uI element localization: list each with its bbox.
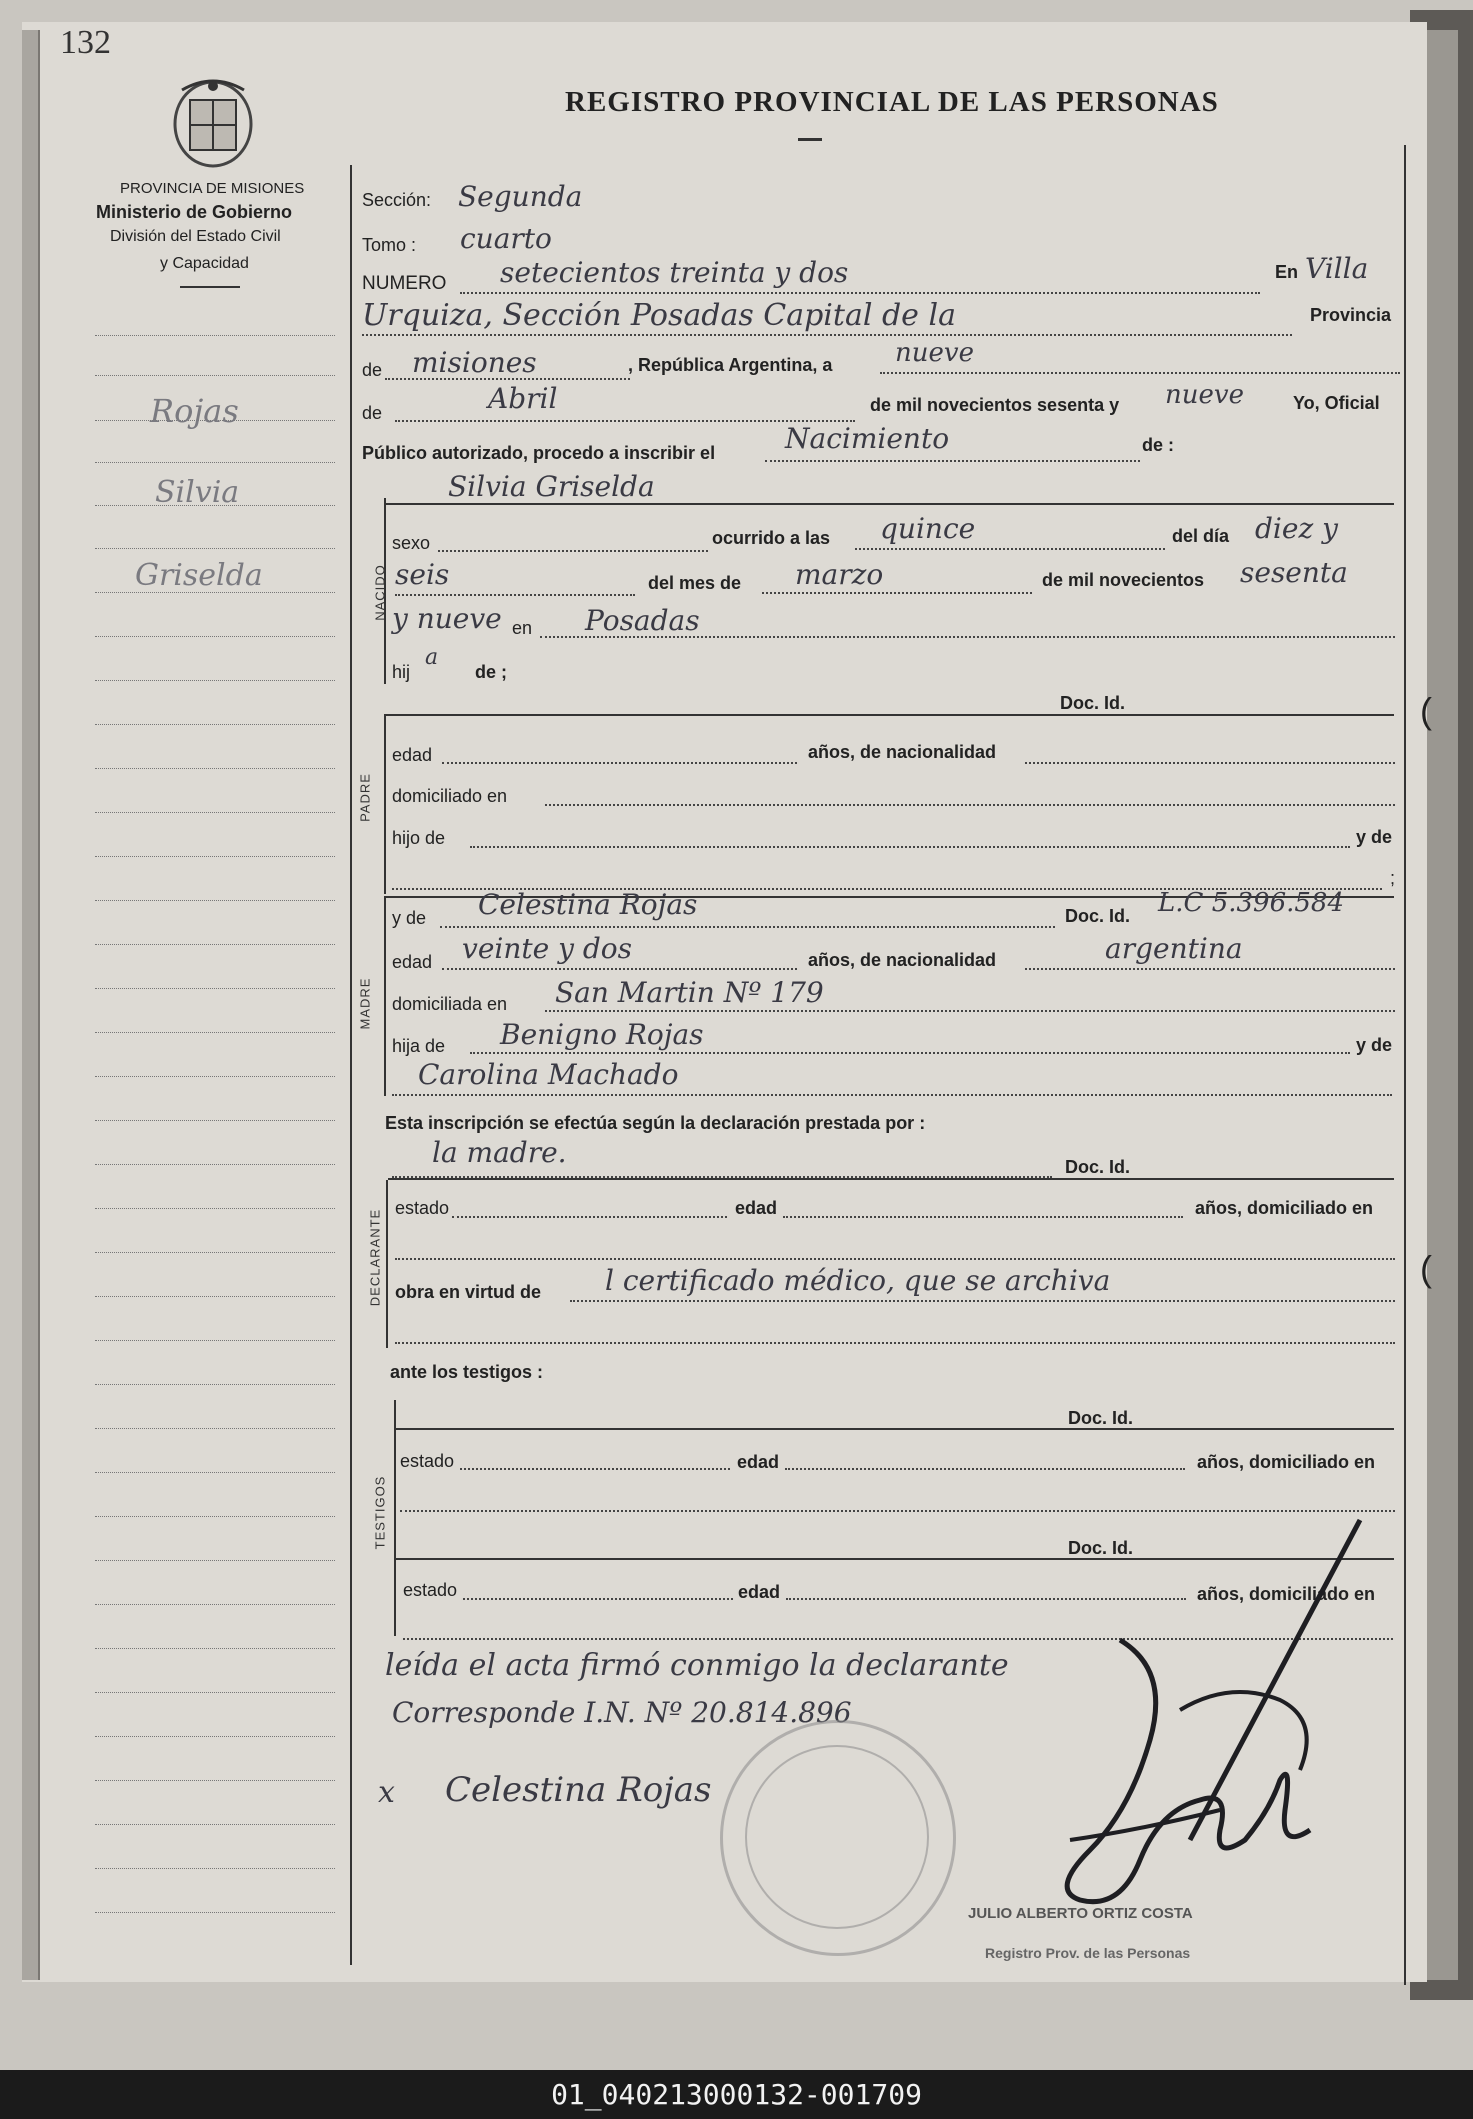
- madre-nacionalidad-label: años, de nacionalidad: [808, 950, 997, 970]
- testigo1-edad-label: edad: [737, 1452, 780, 1472]
- edge-mark: (: [1420, 1248, 1432, 1289]
- provincia-label: Provincia: [1310, 305, 1392, 325]
- image-caption: 01_040213000132-001709: [0, 2070, 1473, 2119]
- margin-surname: Rojas: [150, 392, 239, 430]
- padre-edad-line: [442, 762, 797, 764]
- en-label: En: [1275, 262, 1299, 282]
- ocurrido-label: ocurrido a las: [712, 528, 831, 548]
- padre-edad-label: edad: [392, 745, 433, 765]
- madre-hija-label: hija de: [392, 1036, 446, 1056]
- numero-value: setecientos treinta y dos: [500, 256, 849, 289]
- padre-domicilio-line: [545, 804, 1395, 806]
- declarante-edad-label: edad: [735, 1198, 778, 1218]
- margin-line: [95, 1648, 335, 1649]
- margin-line: [95, 1516, 335, 1517]
- tomo-label: Tomo :: [362, 235, 417, 255]
- madre-bracket: [384, 898, 386, 1096]
- del-dia-label: del día: [1172, 526, 1230, 546]
- republica-label: , República Argentina, a: [628, 355, 833, 375]
- testigo2-estado-label: estado: [403, 1580, 458, 1600]
- official-name-stamp: JULIO ALBERTO ORTIZ COSTA: [968, 1905, 1193, 1922]
- margin-line: [95, 1560, 335, 1561]
- declarante-edad-line: [783, 1216, 1183, 1218]
- margin-line: [95, 1472, 335, 1473]
- de2-label: de: [362, 403, 383, 423]
- margin-line: [95, 1428, 335, 1429]
- margin-line: [95, 1736, 335, 1737]
- header-divider: [180, 286, 240, 288]
- year-value: nueve: [1165, 380, 1244, 410]
- nacido-section-label: NACIDO: [372, 564, 388, 621]
- identity-note: Corresponde I.N. Nº 20.814.896: [392, 1696, 852, 1729]
- padre-nacionalidad-label: años, de nacionalidad: [808, 742, 997, 762]
- declarante-domicilio-label: años, domiciliado en: [1195, 1198, 1374, 1218]
- margin-line: [95, 988, 335, 989]
- division-label: División del Estado Civil: [110, 228, 281, 245]
- madre-madre-line: [392, 1094, 1392, 1096]
- testigo2-edad-label: edad: [738, 1582, 781, 1602]
- nacido-en-label: en: [512, 618, 533, 638]
- hij-label: hij: [392, 662, 411, 682]
- margin-line: [95, 636, 335, 637]
- sexo-line: [438, 550, 708, 552]
- madre-edad-line: [442, 968, 797, 970]
- declarante-intro: Esta inscripción se efectúa según la declaración prestada por :: [385, 1113, 926, 1133]
- margin-line: [95, 768, 335, 769]
- padre-bracket: [384, 716, 386, 894]
- acto-value: Nacimiento: [785, 422, 950, 455]
- declarante-estado-line: [452, 1216, 727, 1218]
- madre-nacionalidad-line: [1025, 968, 1395, 970]
- page-binding: [22, 30, 40, 1980]
- acto-line: [765, 460, 1140, 462]
- margin-first-name: Silvia: [155, 475, 240, 510]
- margin-line: [95, 1604, 335, 1605]
- padre-semicolon: ;: [1390, 868, 1396, 888]
- declarante-section-label: DECLARANTE: [367, 1208, 383, 1307]
- testigo2-estado-line: [463, 1598, 733, 1600]
- margin-line: [95, 1208, 335, 1209]
- madre-doc-label: Doc. Id.: [1065, 906, 1131, 926]
- margin-line: [95, 1692, 335, 1693]
- testigo1-edad-line: [785, 1468, 1185, 1470]
- margin-line: [95, 1868, 335, 1869]
- testigos-bracket: [394, 1400, 396, 1636]
- publico-label: Público autorizado, procedo a inscribir el: [362, 443, 716, 463]
- official-signature-icon: [1030, 1510, 1410, 1930]
- en-value: Villa: [1305, 252, 1369, 285]
- sexo-label: sexo: [392, 533, 431, 553]
- testigos-intro: ante los testigos :: [390, 1362, 544, 1382]
- signature-mark: x: [378, 1775, 395, 1810]
- anio-value-2: y nueve: [392, 602, 502, 635]
- margin-line: [95, 1252, 335, 1253]
- document-title: REGISTRO PROVINCIAL DE LAS PERSONAS: [565, 86, 1219, 118]
- page-number: 132: [60, 24, 111, 61]
- mil-novecientos-label: de mil novecientos: [1042, 570, 1205, 590]
- margin-line: [95, 856, 335, 857]
- testigo2-domicilio-label: años, domiciliado en: [1197, 1584, 1376, 1604]
- madre-y-de-label: y de: [392, 908, 427, 928]
- anio-value: sesenta: [1240, 556, 1348, 589]
- madre-y-de2-label: y de: [1356, 1035, 1393, 1055]
- padre-section-label: PADRE: [357, 773, 373, 822]
- official-title-stamp: Registro Prov. de las Personas: [985, 1945, 1191, 1961]
- obra-label: obra en virtud de: [395, 1282, 542, 1302]
- declarant-signature: Celestina Rojas: [445, 1770, 712, 1810]
- margin-line: [95, 1032, 335, 1033]
- madre-hija-line: [470, 1052, 1350, 1054]
- testigo1-domicilio-label: años, domiciliado en: [1197, 1452, 1376, 1472]
- declarante-value: la madre.: [432, 1136, 567, 1169]
- hij-value: a: [425, 645, 439, 670]
- testigo1-estado-line: [460, 1468, 730, 1470]
- edge-mark: (: [1420, 690, 1432, 731]
- margin-line: [95, 1120, 335, 1121]
- madre-name-line: [440, 926, 1055, 928]
- numero-line: [460, 292, 1260, 294]
- padre-domicilio-label: domiciliado en: [392, 786, 508, 806]
- mes-label: del mes de: [648, 573, 742, 593]
- ministry-label: Ministerio de Gobierno: [96, 202, 293, 222]
- padre-hijo-line: [470, 846, 1350, 848]
- province-label: PROVINCIA DE MISIONES: [120, 180, 305, 197]
- nacido-name-value: Silvia Griselda: [448, 470, 655, 503]
- dia-line: [395, 594, 635, 596]
- madre-section-label: MADRE: [357, 977, 373, 1030]
- padre-y-de-label: y de: [1356, 827, 1393, 847]
- tomo-value: cuarto: [460, 222, 552, 255]
- de3-label: de :: [1142, 435, 1175, 455]
- margin-line: [95, 724, 335, 725]
- margin-line: [95, 900, 335, 901]
- dia-value-2: seis: [395, 558, 450, 591]
- obra-line-2: [395, 1342, 1395, 1344]
- margin-line: [95, 1164, 335, 1165]
- seccion-label: Sección:: [362, 190, 432, 210]
- testigos-section-label: TESTIGOS: [372, 1475, 388, 1550]
- margin-line: [95, 1384, 335, 1385]
- madre-nacionalidad-value: argentina: [1105, 932, 1243, 965]
- numero-label: NUMERO: [362, 273, 447, 294]
- obra-value: l certificado médico, que se archiva: [605, 1264, 1111, 1297]
- coat-of-arms-icon: [168, 72, 258, 172]
- month-value: Abril: [488, 382, 558, 415]
- nacido-doc-label: Doc. Id.: [1060, 693, 1126, 713]
- hij-de-label: de ;: [475, 662, 508, 682]
- madre-madre-value: Carolina Machado: [418, 1058, 679, 1091]
- title-dash: [798, 138, 822, 141]
- margin-line: [95, 335, 335, 336]
- declarante-rule: [388, 1178, 1394, 1180]
- madre-domicilio-value: San Martin Nº 179: [555, 976, 824, 1009]
- declarante-estado-label: estado: [395, 1198, 450, 1218]
- hora-line: [855, 548, 1165, 550]
- madre-edad-value: veinte y dos: [462, 932, 632, 965]
- madre-edad-label: edad: [392, 952, 433, 972]
- lugar-value: Posadas: [585, 604, 700, 637]
- madre-domicilio-line: [545, 1010, 1395, 1012]
- official-seal-inner: [745, 1745, 929, 1929]
- margin-line: [95, 812, 335, 813]
- mes-line: [762, 592, 1032, 594]
- division-label-2: y Capacidad: [160, 255, 249, 272]
- declarante-doc-label: Doc. Id.: [1065, 1157, 1131, 1177]
- day-value: nueve: [895, 338, 974, 368]
- oficial-label: Yo, Oficial: [1293, 393, 1380, 413]
- closing-note: leída el acta firmó conmigo la declarante: [385, 1648, 1009, 1683]
- testigo2-doc-label: Doc. Id.: [1068, 1538, 1134, 1558]
- margin-line: [95, 1780, 335, 1781]
- testigo1-estado-label: estado: [400, 1451, 455, 1471]
- margin-line: [95, 548, 335, 549]
- madre-doc-value: L.C 5.396.584: [1158, 888, 1345, 918]
- margin-line: [95, 462, 335, 463]
- margin-line: [95, 1340, 335, 1341]
- margin-line: [95, 1912, 335, 1913]
- margin-line: [95, 944, 335, 945]
- de-label: de: [362, 360, 383, 380]
- declarante-bracket: [386, 1180, 388, 1348]
- margin-line: [95, 1076, 335, 1077]
- dia-value: diez y: [1255, 512, 1338, 545]
- mes-value: marzo: [795, 558, 884, 591]
- nacido-rule: [384, 503, 1394, 505]
- padre-hijo-label: hijo de: [392, 828, 446, 848]
- mil-label: de mil novecientos sesenta y: [870, 395, 1120, 415]
- margin-line: [95, 1296, 335, 1297]
- margin-second-name: Griselda: [135, 558, 263, 593]
- margin-line: [95, 680, 335, 681]
- madre-domicilio-label: domiciliada en: [392, 994, 508, 1014]
- margin-line: [95, 375, 335, 376]
- seccion-value: Segunda: [458, 180, 583, 213]
- place-value: Urquiza, Sección Posadas Capital de la: [362, 298, 956, 333]
- testigo1-doc-label: Doc. Id.: [1068, 1408, 1134, 1428]
- day-line: [880, 372, 1400, 374]
- obra-line: [570, 1300, 1395, 1302]
- hora-value: quince: [880, 512, 976, 545]
- declarante-domicilio-line: [395, 1258, 1395, 1260]
- left-frame-line: [350, 165, 352, 1965]
- margin-line: [95, 1824, 335, 1825]
- padre-nacionalidad-line: [1025, 762, 1395, 764]
- place-line: [362, 334, 1292, 336]
- provincia-value: misiones: [412, 346, 537, 379]
- madre-padre-value: Benigno Rojas: [500, 1018, 704, 1051]
- nacido-bottom-rule: [384, 714, 1394, 716]
- testigo1-rule: [396, 1428, 1394, 1430]
- madre-name-value: Celestina Rojas: [478, 888, 698, 921]
